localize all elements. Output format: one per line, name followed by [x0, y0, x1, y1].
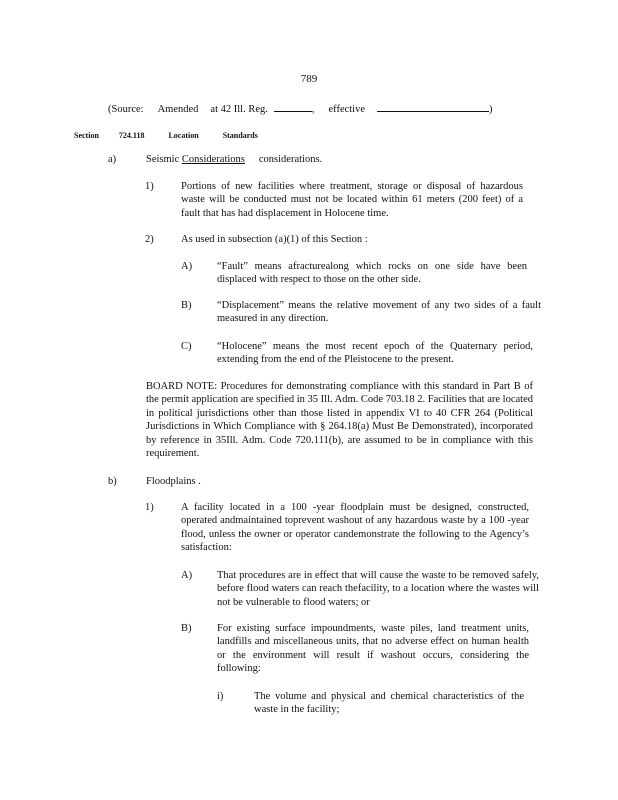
item-a2A-label: A) [181, 261, 193, 272]
item-b1A-label: A) [181, 570, 193, 581]
section-title-word1: Location [168, 131, 199, 140]
item-a2-text: As used in subsection (a)(1) of this Section : [181, 234, 368, 245]
item-b1Bi-text: The volume and physical and chemical characteristics of the waste in the facility; [254, 691, 524, 716]
item-a2B-text: “Displacement” means the relative movement of any two sides of a fault measured in any direction. [217, 300, 541, 325]
item-b1-label: 1) [145, 502, 154, 513]
item-b1B-text: For existing surface impoundments, waste piles, land treatment units, landfills and miscellaneous units, that no adverse effect on human health or the environment will result if washout occurs, considering the following: [217, 623, 529, 675]
section-heading [74, 129, 258, 142]
item-a2C-text: “Holocene” means the most recent epoch of the Quaternary period, extending from the end of the Pleistocene to the present. [217, 341, 533, 366]
section-label: Section [74, 131, 99, 140]
item-a2A-text: “Fault” means afracturealong which rocks on one side have been displaced with respect to those on the other side. [217, 261, 527, 286]
register-blank [274, 101, 312, 112]
item-a1-text: Portions of new facilities where treatment, storage or disposal of hazardous waste will be conducted must not be located within 61 meters (200 feet) of a fault that has had displacement in Holocene time. [181, 181, 523, 219]
source-comma: , [311, 104, 315, 115]
effective-date-blank [377, 101, 489, 112]
source-close: ) [489, 104, 493, 115]
item-b1-text: A facility located in a 100 -year floodplain must be designed, constructed, operated andmaintained toprevent washout of any hazardous waste by a 100 -year flood, unless the owner or operator candemonstrate the following to the Agency’s satisfaction: [181, 502, 529, 554]
source-register: at 42 Ill. Reg. [210, 104, 268, 115]
subsection-b-heading: Floodplains . [146, 476, 201, 487]
item-b1B-label: B) [181, 623, 192, 634]
source-effective: effective [328, 104, 366, 115]
section-title-word2: Standards [222, 131, 258, 140]
subsection-a-label: a) [108, 154, 117, 165]
item-a2-label: 2) [145, 234, 154, 245]
item-b1A-text: That procedures are in effect that will cause the waste to be removed safely, before flood waters can reach thefacility, to a location where the wastes will not be vulnerable to flood waters; or [217, 570, 539, 608]
item-b1Bi-label: i) [217, 691, 224, 702]
section-number: 724.118 [118, 131, 145, 140]
subsection-b-label: b) [108, 476, 117, 487]
item-a2C-label: C) [181, 341, 192, 352]
stricken-text: Considerations [181, 154, 245, 165]
source-open: (Source: [108, 104, 144, 115]
board-note: BOARD NOTE: Procedures for demonstrating compliance with this standard in Part B of the permit application are specified in 35 Ill. Adm. Code 703.18 2. Facilities that are located in political jurisdictions other than those listed in appendix VI to 40 CFR 264 (Political Jurisdictions in Which Compliance with § 264.18(a) Must Be Demonstrated), incorporated by reference in 35Ill. Adm. Code 720.111(b), are assumed to be in compliance with this requirement. [146, 381, 533, 460]
item-a2B-label: B) [181, 300, 192, 311]
source-amended: Amended [157, 104, 199, 115]
item-a1-label: 1) [145, 181, 154, 192]
page-number: 789 [300, 73, 318, 85]
source-note [108, 101, 493, 116]
subsection-a-heading: Seismic Considerations considerations. [146, 154, 323, 165]
